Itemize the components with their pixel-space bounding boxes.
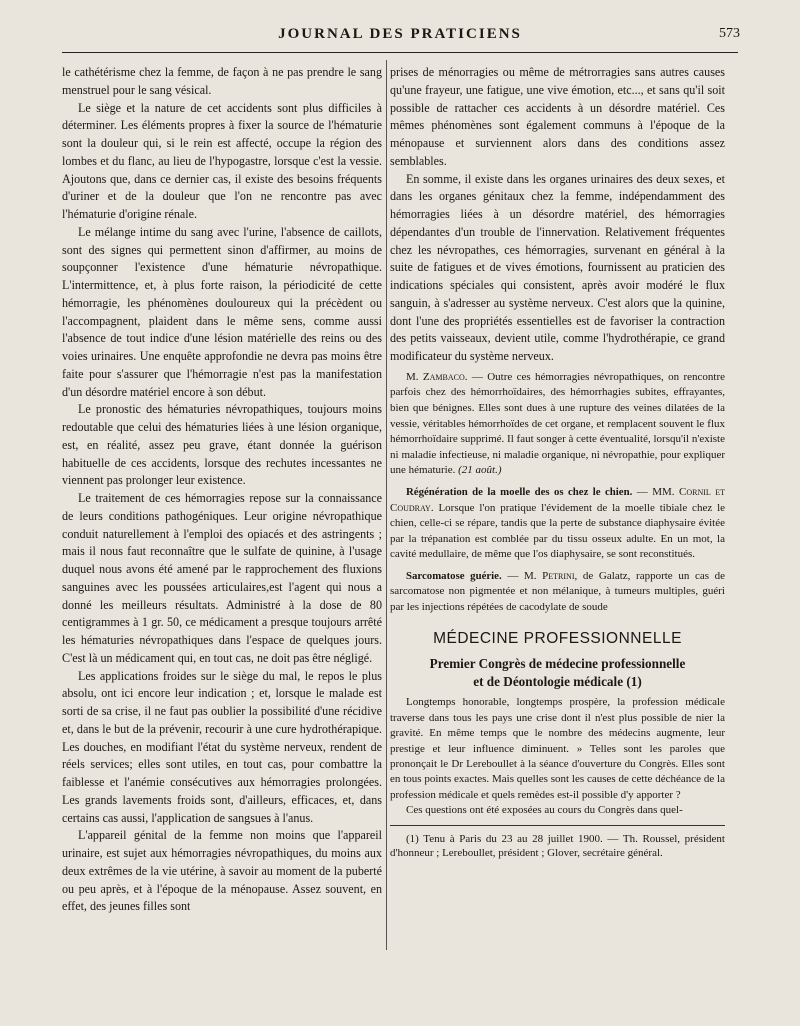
footnote: (1) Tenu à Paris du 23 au 28 juillet 1900. — Th. Roussel, président d'honneur ; Lereboullet, président ; Glover, secrétaire général. [390,832,725,859]
note-text: — Outre ces hémorragies névropathiques, on rencontre parfois chez des hémorrhoïdaires, des hémorrhagies subites, effrayantes, bien que bénignes. Elles sont dues à une rupture des veines dilatées de la vessie, véritables hémorrhoïdes de cet organe, et remplacent souvent le flux hémorrhoïdaire supprimé. Il faut songer à cette éventualité, lorsqu'il n'existe ni maladie infectieuse, ni maladie organique, ni névropathie, pour expliquer une hématurie. [390,370,725,477]
paragraph: Le traitement de ces hémorragies repose sur la connaissance de leurs conditions pathogéniques. Leur origine névropathique conduit naturellement à l'emploi des opiacés et des astringents ; mais il nous faut reconnaître que le sulfate de quinine, à l'usage duquel nous avons été amené par le rapprochement des fluxions sanguines avec les poussées articulaires,est l'agent qui nous a donné les meilleurs résultats. Administré à la dose de 80 centigrammes à 1 gr. 50, ce médicament a presque toujours arrêté les hématuries névropathiques dans l'espace de quelques jours. C'est là un médicament qui, en tout cas, ne doit pas être négligé. [62,491,382,665]
page-number: 573 [719,26,740,41]
paragraph: Le mélange intime du sang avec l'urine, l'absence de caillots, sont des signes qui permettent sinon d'affirmer, au moins de soupçonner l'existence d'une hématurie névropathique. L'intermittence, et, à plus forte raison, la périodicité de cette hémorragie, les phénomènes douloureux qui la précèdent ou l'accompagnent, plaident dans le même sens, comme aussi l'absence de tout indice d'une lésion matérielle des reins ou des voies urinaires. Une enquête approfondie ne devra pas moins être faite pour s'assurer que l'hémorragie n'est pas la manifestation d'un désordre matériel encore à son début. [62,224,382,399]
page-header [60,26,740,48]
paragraph: Longtemps honorable, longtemps prospère, la profession médicale traverse dans tous les pays une crise dont il n'est plus possible de nier la gravité. En même temps que le nombre des médecins augmente, leur prestige et leur influence diminuent. » Telles sont les paroles que prononçait le Dr Lereboullet à la séance d'ouverture du Congrès. Elles sont en tous points exactes. Mais quelles sont les causes de cette déchéance de la profession médicale et quels remèdes est-il possible d'y apporter ? [390,696,725,801]
header-rule [62,52,738,53]
article-title [390,655,725,691]
column-divider [386,60,387,950]
note-date: (21 août.) [458,464,502,477]
note-author: Petrini, [542,569,578,582]
left-column [62,64,382,916]
running-title: JOURNAL DES PRATICIENS [278,26,522,42]
note-text: Lorsque l'on pratique l'évidement de la moelle tibiale chez le chien, celle-ci se répare, tandis que la perte de substance diaphysaire évitée par la trépanation est comblée par du tissu osseux adulte. En un mot, la cavité medullaire, de même que l'os diaphysaire, se sont reconstitués. [390,501,726,561]
right-column [390,64,725,860]
paragraph: Le siège et la nature de cet accidents sont plus difficiles à déterminer. Les éléments propres à fixer la source de l'hématurie sont la douleur qui, si le rein est affecté, occupe la région des lombes et du flanc, au lieu de l'hypogastre, lorsque c'est la vessie. Ajoutons que, dans ce dernier cas, il existe des besoins fréquents d'uriner et de la douleur que l'on ne rencontre pas avec l'hématurie d'origine rénale. [62,100,382,221]
article-title-line: et de Déontologie médicale (1) [473,674,642,690]
regeneration-note [390,485,725,563]
paragraph: L'appareil génital de la femme non moins que l'appareil urinaire, est sujet aux hémorragies névropathiques, du moins aux deux extrêmes de la vie utérine, à savoir au moment de la puberté ou peu après, et à l'époque de la ménopause. Assez souvent, en effet, des jeunes filles sont [62,828,382,914]
zambaco-note [390,370,725,479]
footnote-rule [390,825,725,826]
paragraph: prises de ménorragies ou même de métrorragies sans autres causes qu'une frayeur, une fatigue, une vive émotion, etc..., et sans qu'il soit possible de rattacher ces accidents à un désordre matériel. Ces mêmes phénomènes sont également communs à l'époque de la ménopause et surviennent alors dans des conditions assez semblables. [390,65,725,168]
paragraph: Les applications froides sur le siège du mal, le repos le plus absolu, ont ici encore leur indication ; et, lorsque le malade est sorti de sa crise, il ne faut pas oublier la possibilité d'une récidive et, dans le but de la prévenir, recourir à une cure hydrothérapique. Les douches, en modifiant l'état du système nerveux, rendent de réels services; elles sont utiles, en tout cas, pour combattre la faiblesse et l'anémie consécutives aux hémorragies prolongées. Les grands lavements froids sont, d'ailleurs, efficaces, et, dans certains cas aussi, l'application de sangsues à l'anus. [62,668,382,825]
paragraph: le cathétérisme chez la femme, de façon à ne pas prendre le sang menstruel pour le sang vésical. [62,65,382,97]
note-dash: — M. [507,569,537,582]
paragraph: Ces questions ont été exposées au cours du Congrès dans quel- [406,804,683,817]
note-authors: MM. Cornil et Coudray. [390,485,726,514]
section-title: MÉDECINE PROFESSIONNELLE [433,629,682,647]
note-heading: Régénération de la moelle des os chez le chien. [406,485,633,498]
article-title-line: Premier Congrès de médecine professionnelle [429,656,686,672]
note-dash: — [636,485,648,498]
sarcomatose-note [390,569,725,616]
paragraph: En somme, il existe dans les organes urinaires des deux sexes, et dans les organes génitaux chez la femme, indépendamment des hémorragies liées à un désordre matériel, des hémorragies dépendantes d'un trouble de l'innervation. Relativement fréquentes chez les névropathes, ces hémorragies, survenant en général à la suite de fatigues et de vives émotions, fournissent au praticien des indications spéciales qui consistent, après avoir modéré le flux sanguin, à s'adresser au système nerveux. C'est alors que la quinine, dont l'une des propriétés essentielles est de favoriser la contraction des petits vaisseaux, devient utile, comme l'hydrothérapie, ce grand modificateur du système nerveux. [390,171,725,363]
speaker-name: M. Zambaco. [406,370,468,383]
paragraph: Le pronostic des hématuries névropathiques, toujours moins redoutable que celui des hématuries liées à une lésion organique, est, en réalité, assez peu grave, étant donnée la guérison habituelle de ces accidents, lorsque des rechutes incessantes ne viennent pas prolonger leur existence. [62,402,382,488]
note-heading: Sarcomatose guérie. [406,569,502,582]
note-text: de Galatz, rapporte un cas de sarcomatose non pigmentée et non mélanique, à tumeurs multiples, guéri par les injections répétées de cacodylate de soude [390,569,726,614]
